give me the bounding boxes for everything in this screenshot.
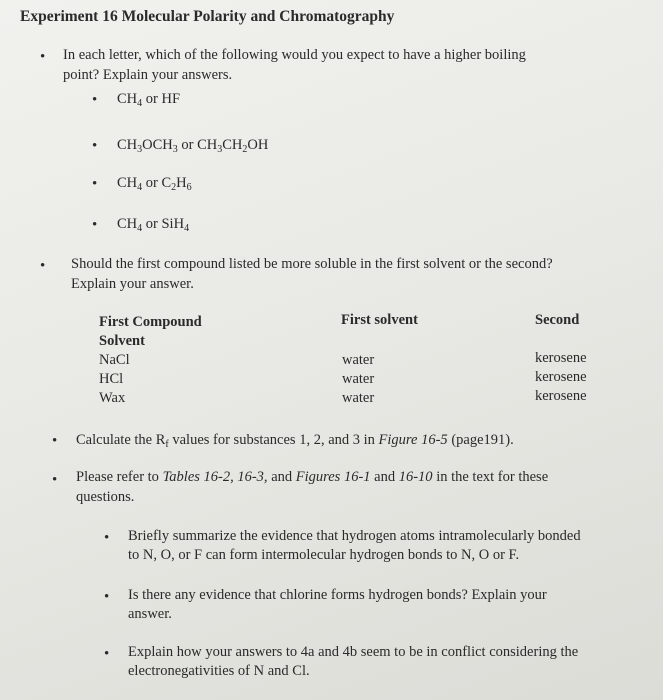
row-first: water	[342, 371, 375, 387]
q4c-line2: electronegativities of N and Cl.	[128, 663, 310, 679]
q2-line1: Should the first compound listed be more soluble in the first solvent or the second?	[71, 256, 553, 272]
q4a-line1: Briefly summarize the evidence that hydrogen atoms intramolecularly bonded	[128, 528, 581, 544]
bullet: •	[104, 530, 110, 546]
header-solvent: Solvent	[99, 333, 145, 349]
header-first-compound: First Compound	[99, 314, 202, 330]
q4b-line1: Is there any evidence that chlorine forms hydrogen bonds? Explain your	[128, 587, 547, 603]
q4a-line2: to N, O, or F can form intermolecular hydrogen bonds to N, O or F.	[128, 547, 520, 563]
header-first-solvent: First solvent	[341, 312, 418, 328]
bullet: •	[92, 92, 98, 108]
bullet: •	[40, 49, 46, 65]
bullet: •	[104, 589, 110, 605]
q1-item-c: $CH_4$ or $C_2H_6$	[117, 175, 192, 193]
page-title: Experiment 16 Molecular Polarity and Chromatography	[20, 8, 395, 25]
row-compound: HCl	[99, 371, 124, 387]
q1-line1: In each letter, which of the following would you expect to have a higher boiling	[63, 47, 526, 63]
q4-line1: Please refer to Tables 16-2, 16-3, and Figures 16-1 and 16-10 in the text for these	[76, 469, 549, 485]
bullet: •	[104, 646, 110, 662]
q4c-line1: Explain how your answers to 4a and 4b seem to be in conflict considering the	[128, 644, 579, 660]
q4b-line2: answer.	[128, 606, 172, 622]
row-second: kerosene	[535, 388, 587, 404]
q2-line2: Explain your answer.	[71, 276, 194, 292]
row-first: water	[342, 390, 375, 406]
q1-item-b: $CH_3OCH_3$ or $CH_3CH_2OH$	[117, 137, 269, 155]
bullet: •	[92, 138, 98, 154]
q1-line2: point? Explain your answers.	[63, 67, 233, 83]
bullet: •	[52, 472, 58, 488]
row-second: kerosene	[535, 369, 587, 385]
q3-text: Calculate the $R_f$ values for substances 1, 2, and 3 in Figure 16-5 (page191).	[76, 432, 514, 450]
header-second: Second	[535, 312, 580, 328]
row-compound: NaCl	[99, 352, 130, 368]
bullet: •	[52, 433, 58, 449]
row-first: water	[342, 352, 375, 368]
bullet: •	[92, 217, 98, 233]
bullet: •	[40, 258, 46, 274]
row-second: kerosene	[535, 350, 587, 366]
bullet: •	[92, 176, 98, 192]
q1-item-d: $CH_4$ or SiH$_4$	[117, 216, 190, 234]
q4-line2: questions.	[76, 489, 135, 505]
q1-item-a: $CH_4$ or HF	[117, 91, 181, 109]
row-compound: Wax	[99, 390, 126, 406]
